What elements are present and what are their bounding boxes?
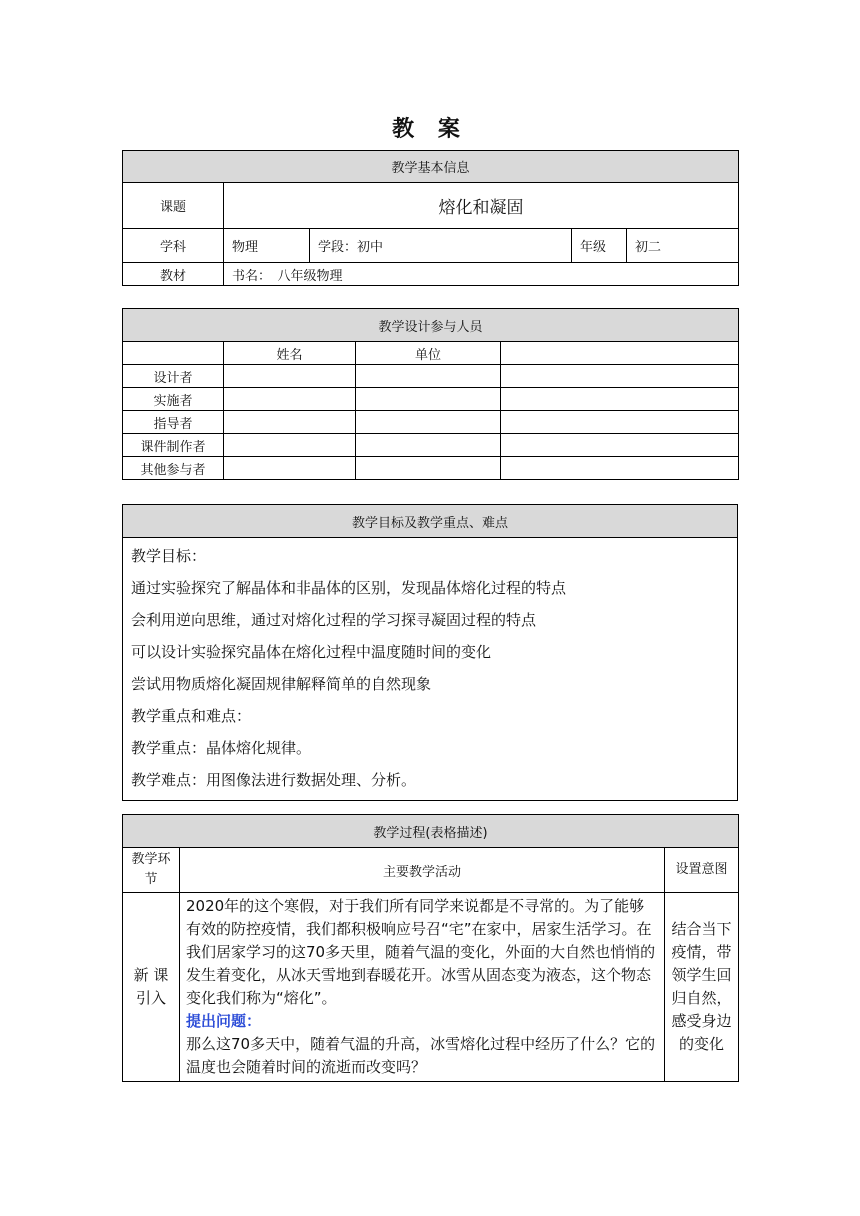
- implementer-name: [224, 388, 356, 411]
- participants-corner: [123, 342, 224, 365]
- col-purpose-header: 设置意图: [665, 848, 739, 893]
- goals-line: 通过实验探究了解晶体和非晶体的区别，发现晶体熔化过程的特点: [131, 579, 567, 597]
- advisor-unit: [356, 411, 501, 434]
- subject-label: 学科: [123, 229, 224, 263]
- other-unit: [356, 457, 501, 480]
- goals-line: 教学重点：晶体熔化规律。: [131, 739, 312, 757]
- role-designer: 设计者: [123, 365, 224, 388]
- designer-extra: [501, 365, 739, 388]
- col-name-header: 姓名: [224, 342, 356, 365]
- designer-name: [224, 365, 356, 388]
- other-extra: [501, 457, 739, 480]
- col-activity-header: 主要教学活动: [180, 848, 665, 893]
- goals-table: [122, 504, 738, 801]
- implementer-unit: [356, 388, 501, 411]
- goals-line: 尝试用物质熔化凝固规律解释简单的自然现象: [131, 675, 432, 693]
- advisor-extra: [501, 411, 739, 434]
- role-other: 其他参与者: [123, 457, 224, 480]
- courseware-name: [224, 434, 356, 457]
- grade-value: 初二: [627, 229, 739, 263]
- col-unit-header: 单位: [356, 342, 501, 365]
- goals-line: 会利用逆向思维，通过对熔化过程的学习探寻凝固过程的特点: [131, 611, 537, 629]
- grade-label: 年级: [572, 229, 627, 263]
- role-courseware-maker: 课件制作者: [123, 434, 224, 457]
- purpose-text: 结合当下疫情，带领学生回归自然，感受身边的变化: [665, 893, 739, 1082]
- designer-unit: [356, 365, 501, 388]
- advisor-name: [224, 411, 356, 434]
- basic-info-table: [122, 150, 739, 286]
- goals-line: 教学目标：: [131, 547, 207, 565]
- role-implementer: 实施者: [123, 388, 224, 411]
- col-extra-header: [501, 342, 739, 365]
- subject-value: 物理: [224, 229, 310, 263]
- participants-table: [122, 308, 739, 480]
- participants-header: 教学设计参与人员: [123, 309, 739, 342]
- other-name: [224, 457, 356, 480]
- process-header: 教学过程(表格描述): [123, 815, 739, 848]
- courseware-unit: [356, 434, 501, 457]
- activity-cell: [180, 893, 665, 1082]
- stage-name: 新 课引入: [123, 893, 180, 1082]
- activity-text: 2020年的这个寒假，对于我们所有同学来说都是不寻常的。为了能够有效的防控疫情，我们都积极响应号召“宅”在家中，居家生活学习。在我们居家学习的这70多天里，随着气温的变化，外面的大自然也悄悄的发生着变化，从冰天雪地到春暖花开。冰雪从固态变为液态，这个物态变化我们称为“熔化”。: [186, 897, 656, 1007]
- goals-body: [123, 538, 738, 801]
- goals-line: 教学难点：用图像法进行数据处理、分析。: [131, 771, 417, 789]
- textbook-value: 书名： 八年级物理: [224, 263, 739, 286]
- basic-info-header: 教学基本信息: [123, 151, 739, 183]
- stage-value: 学段：初中: [310, 229, 572, 263]
- role-advisor: 指导者: [123, 411, 224, 434]
- process-table: [122, 814, 739, 1082]
- goals-line: 教学重点和难点：: [131, 707, 252, 725]
- col-stage-header: 教学环节: [123, 848, 180, 893]
- question-label: 提出问题：: [186, 1012, 262, 1030]
- goals-line: 可以设计实验探究晶体在熔化过程中温度随时间的变化: [131, 643, 492, 661]
- document-title: 教 案: [392, 117, 468, 142]
- topic-label: 课题: [123, 183, 224, 229]
- implementer-extra: [501, 388, 739, 411]
- question-text: 那么这70多天中，随着气温的升高，冰雪熔化过程中经历了什么？它的温度也会随着时间的流逝而改变吗？: [186, 1035, 656, 1076]
- courseware-extra: [501, 434, 739, 457]
- topic-value: 熔化和凝固: [224, 183, 739, 229]
- goals-header: 教学目标及教学重点、难点: [123, 505, 738, 538]
- textbook-label: 教材: [123, 263, 224, 286]
